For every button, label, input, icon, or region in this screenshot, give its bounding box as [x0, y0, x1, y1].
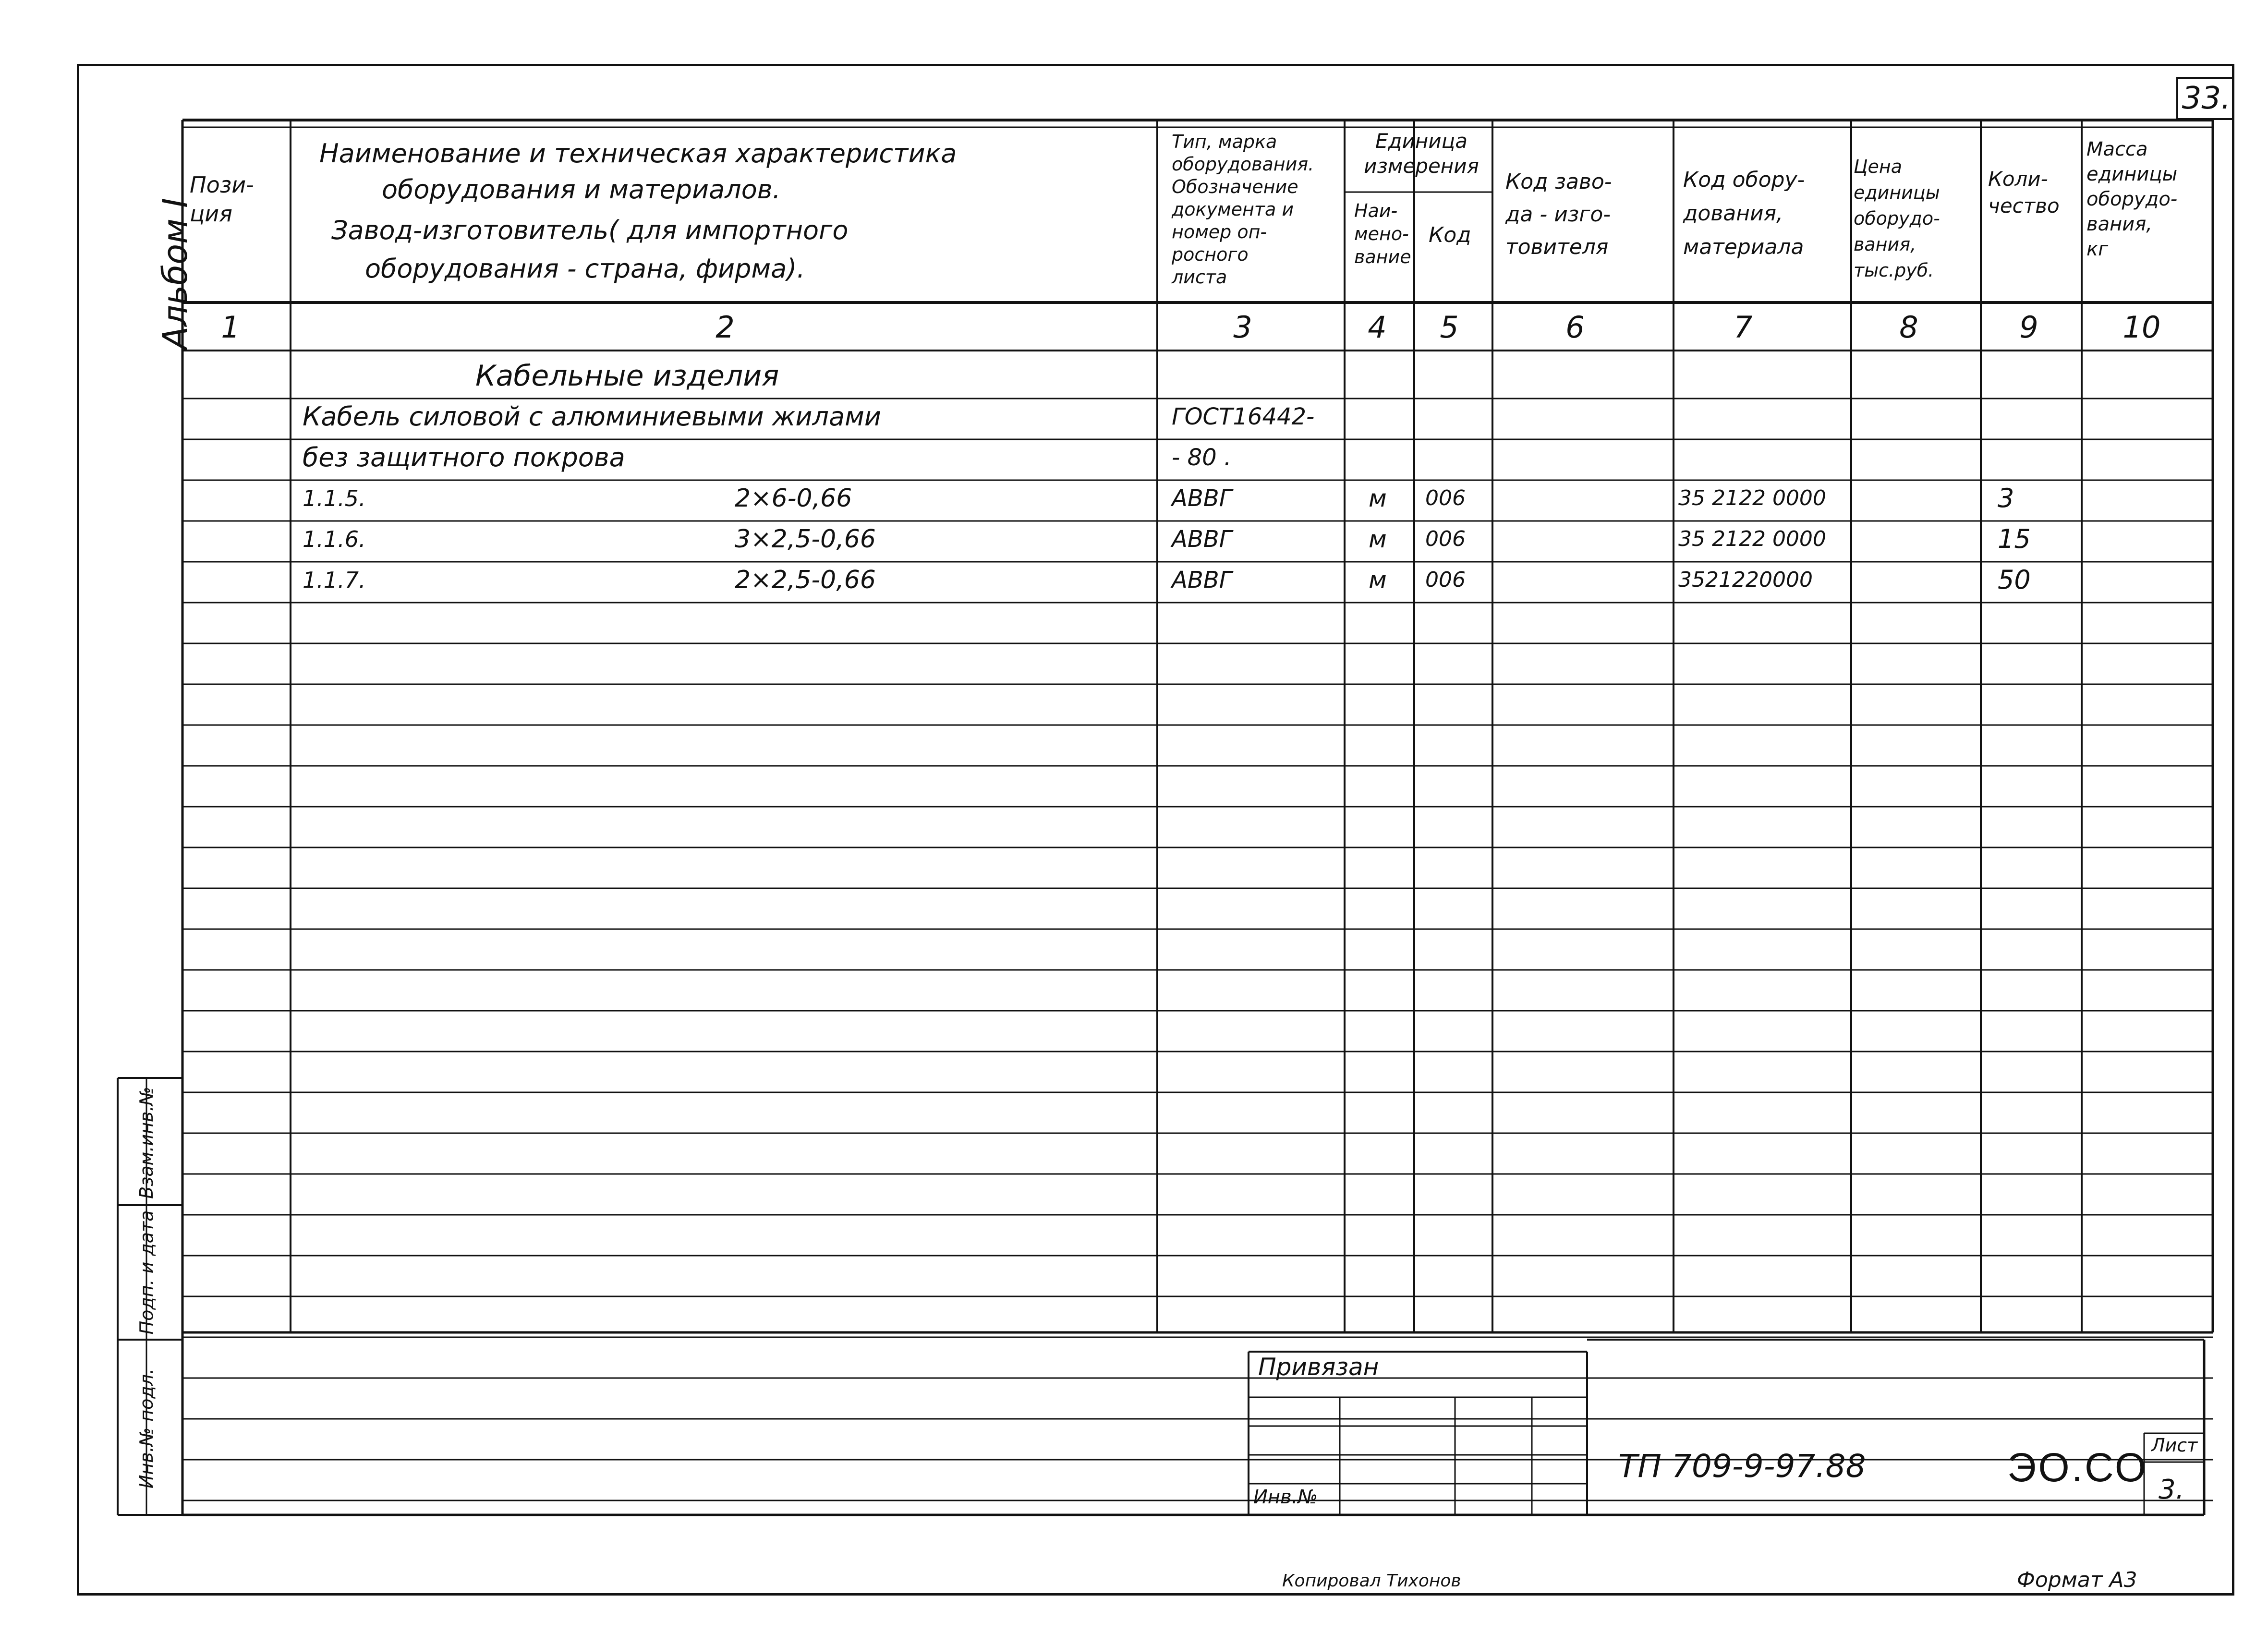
row-unit-code: 006 [1425, 527, 1466, 551]
column-number-4: 4 [1368, 310, 1387, 345]
row-type: ГОСТ16442- [1172, 403, 1315, 430]
header-equipment-code: Код обору- дования, материала [1683, 168, 1805, 259]
document-suffix: ЭО.СО [2007, 1445, 2148, 1490]
list-label: Лист [2151, 1435, 2198, 1456]
header-type: Тип, марка оборудования. Обозначение документа и номер оп- росного листа [1172, 131, 1314, 288]
header-name-line4: оборудования - страна, фирма). [365, 254, 805, 284]
header-quantity: Коли- чество [1988, 167, 2060, 218]
header-unit-name: Наи- мено- вание [1354, 200, 1411, 267]
header-unit-group: Единица измерения [1364, 129, 1479, 178]
row-unit-code: 006 [1425, 486, 1466, 510]
header-name-line2: оборудования и материалов. [382, 174, 781, 205]
document-code: ТП 709-9-97.88 [1618, 1448, 1866, 1485]
stamp-privyazan: Привязан [1258, 1353, 1379, 1381]
column-number-6: 6 [1565, 310, 1585, 345]
header-name-line1: Наименование и техническая характеристика [319, 138, 957, 169]
column-number-7: 7 [1734, 310, 1753, 345]
list-number: 3. [2159, 1474, 2184, 1505]
row-section-title: Кабельные изделия [475, 359, 779, 393]
column-number-9: 9 [2019, 310, 2038, 345]
row-equipment-code: 35 2122 0000 [1678, 486, 1826, 510]
row-unit-name: м [1369, 484, 1387, 512]
row-equipment-code: 3521220000 [1678, 568, 1813, 592]
row-position: 1.1.7. [303, 567, 366, 593]
row-unit-name: м [1369, 566, 1387, 594]
row-type: АВВГ [1172, 567, 1232, 593]
header-unit-code: Код [1429, 223, 1471, 247]
side-label-replace-inv: Взам.инв.№ [136, 1087, 158, 1199]
album-label: Альбом I [156, 198, 195, 350]
row-quantity: 50 [1998, 565, 2031, 595]
header-name-line3: Завод-изготовитель( для импортного [331, 215, 849, 245]
row-description: без защитного покрова [303, 442, 625, 472]
row-size: 2×2,5-0,66 [735, 566, 876, 594]
row-type: АВВГ [1172, 526, 1232, 553]
header-manufacturer-code: Код заво- да - изго- товителя [1505, 169, 1612, 259]
row-description: Кабель силовой с алюминиевыми жилами [303, 401, 881, 432]
row-unit-code: 006 [1425, 568, 1466, 592]
row-unit-name: м [1369, 525, 1387, 553]
side-label-sign-date: Подп. и дата [136, 1210, 158, 1335]
row-size: 2×6-0,66 [735, 484, 852, 513]
header-price: Цена единицы оборудо- вания, тыс.руб. [1854, 156, 1940, 281]
row-size: 3×2,5-0,66 [735, 525, 876, 554]
column-number-3: 3 [1233, 310, 1252, 345]
column-number-2: 2 [716, 310, 735, 345]
row-equipment-code: 35 2122 0000 [1678, 527, 1826, 551]
footer-copied-by: Копировал Тихонов [1282, 1571, 1461, 1591]
column-number-8: 8 [1899, 310, 1918, 345]
footer-format: Формат А3 [2017, 1568, 2137, 1592]
stamp-inv-no: Инв.№ [1253, 1486, 1318, 1508]
column-number-5: 5 [1440, 310, 1459, 345]
column-number-10: 10 [2122, 310, 2161, 345]
side-label-inv-original: Инв.№ подл. [136, 1368, 157, 1489]
row-quantity: 15 [1998, 524, 2031, 554]
row-position: 1.1.5. [303, 485, 366, 511]
row-type: АВВГ [1172, 485, 1232, 512]
header-mass: Масса единицы оборудо- вания, кг [2086, 138, 2178, 260]
row-position: 1.1.6. [303, 526, 366, 552]
column-number-1: 1 [221, 310, 240, 345]
row-type: - 80 . [1172, 444, 1232, 471]
header-position: Пози- ция [190, 172, 254, 227]
row-quantity: 3 [1998, 483, 2014, 513]
sheet-corner-number: 33. [2176, 77, 2234, 120]
